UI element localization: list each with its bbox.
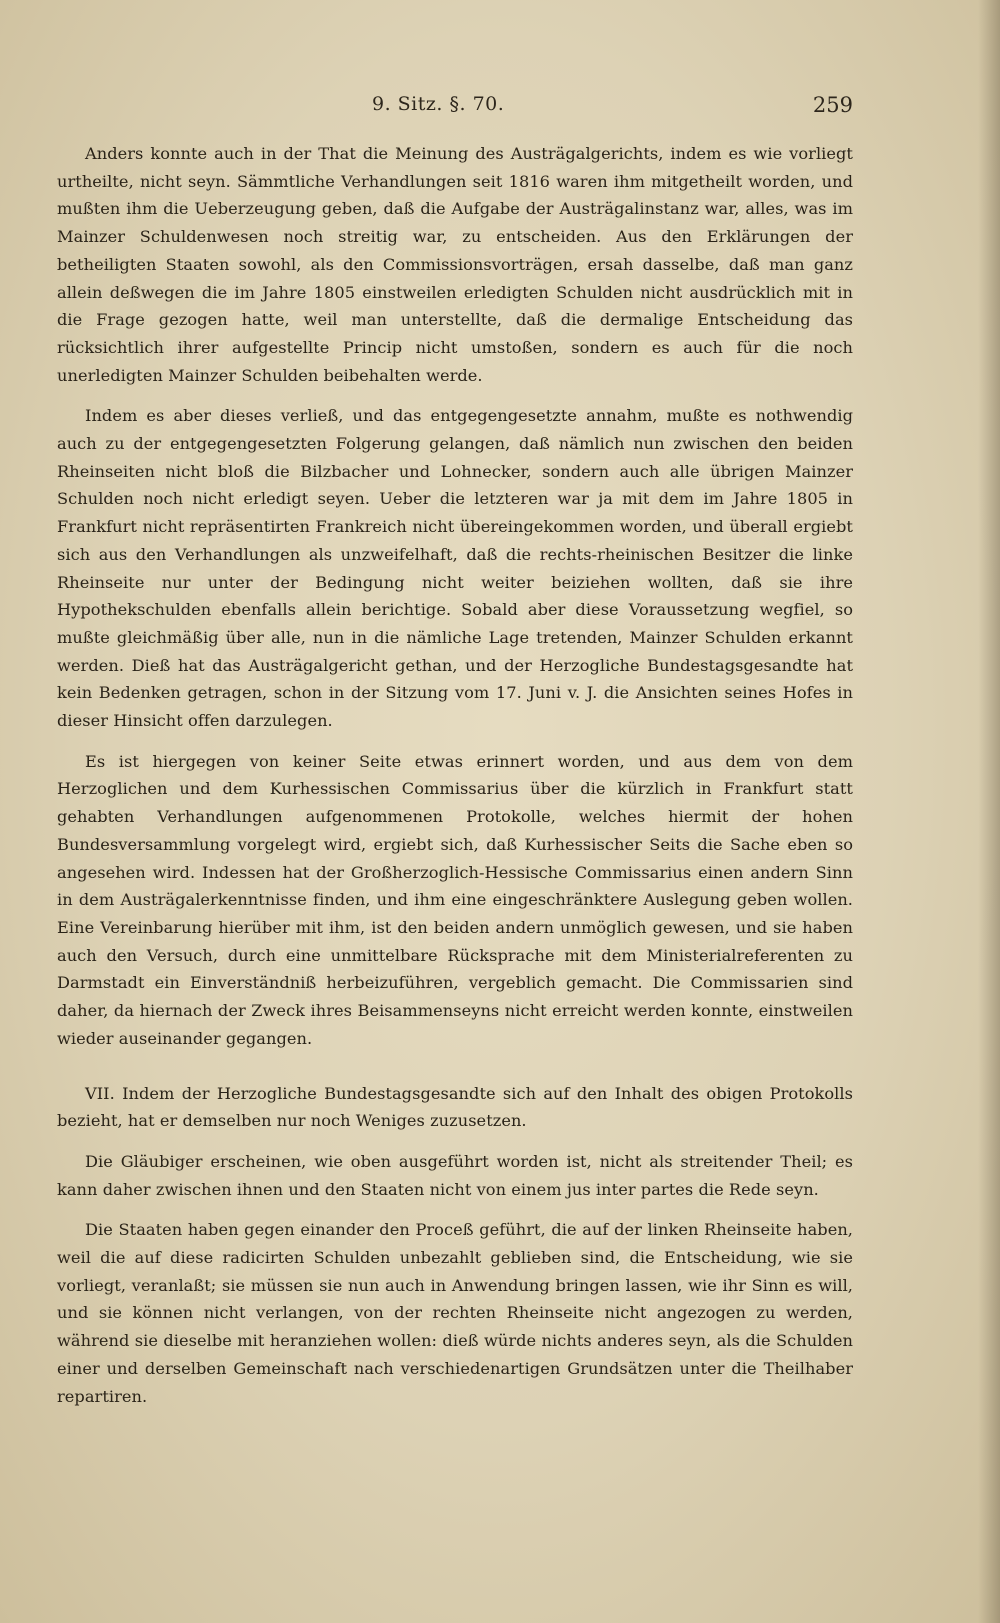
- running-title: 9. Sitz. §. 70.: [372, 93, 505, 115]
- paragraph-1: Anders konnte auch in der That die Meinung des Austrägalgerichts, indem es wie vorliegt urtheilte, nicht seyn. Sämmtliche Verhandlungen seit 1816 waren ihm mitgetheilt worden, und mußten ihm die Ueberzeugung geben, daß die Aufgabe der Austrägalinstanz war, alles, was im Mainzer Schuldenwesen noch streitig war, zu entscheiden. Aus den Erklärungen der betheiligten Staaten sowohl, als den Commissionsvorträgen, ersah dasselbe, daß man ganz allein deßwegen die im Jahre 1805 einstweilen erledigten Schulden nicht ausdrücklich mit in die Frage gezogen hatte, weil man unterstellte, daß die dermalige Entscheidung das rücksichtlich ihrer aufgestellte Princip nicht umstoßen, sondern es auch für die noch unerledigten Mainzer Schulden beibehalten werde.: [57, 144, 853, 385]
- body-text: [57, 140, 853, 1410]
- page-edge-shadow: [978, 0, 1000, 1623]
- paragraph-section-vii: VII. Indem der Herzogliche Bundestagsgesandte sich auf den Inhalt des obigen Protokolls bezieht, hat er demselben nur noch Weniges zuzusetzen.: [57, 1083, 853, 1131]
- paragraph-5: Die Gläubiger erscheinen, wie oben ausgeführt worden ist, nicht als streitender Theil; es kann daher zwischen ihnen und den Staaten nicht von einem jus inter partes die Rede seyn.: [57, 1151, 853, 1199]
- paragraph-6: Die Staaten haben gegen einander den Proceß geführt, die auf der linken Rheinseite haben, weil die auf diese radicirten Schulden unbezahlt geblieben sind, die Entscheidung, wie sie vorliegt, veranlaßt; sie müssen sie nun auch in Anwendung bringen lassen, wie ihr Sinn es will, und sie können nicht verlangen, von der rechten Rheinseite nicht angezogen zu werden, während sie dieselbe mit heranziehen wollen: dieß würde nichts anderes seyn, als die Schulden einer und derselben Gemeinschaft nach verschiedenartigen Grundsätzen unter die Theilhaber repartiren.: [57, 1220, 853, 1406]
- paragraph-2: Indem es aber dieses verließ, und das entgegengesetzte annahm, mußte es nothwendig auch zu der entgegengesetzten Folgerung gelangen, daß nämlich nun zwischen den beiden Rheinseiten nicht bloß die Bilzbacher und Lohnecker, sondern auch alle übrigen Mainzer Schulden noch nicht erledigt seyen. Ueber die letzteren war ja mit dem im Jahre 1805 in Frankfurt nicht repräsentirten Frankreich nicht übereingekommen worden, und überall ergiebt sich aus den Verhandlungen als unzweifelhaft, daß die rechts-rheinischen Besitzer die linke Rheinseite nur unter der Bedingung nicht weiter beiziehen wollten, daß sie ihre Hypothekschulden ebenfalls allein berichtige. Sobald aber diese Voraussetzung wegfiel, so mußte gleichmäßig über alle, nun in die nämliche Lage tretenden, Mainzer Schulden erkannt werden. Dieß hat das Austrägalgericht gethan, und der Herzogliche Bundestagsgesandte hat kein Bedenken getragen, schon in der Sitzung vom 17. Juni v. J. die Ansichten seines Hofes in dieser Hinsicht offen darzulegen.: [57, 406, 853, 731]
- page-number: 259: [812, 93, 853, 117]
- paragraph-3: Es ist hiergegen von keiner Seite etwas erinnert worden, und aus dem von dem Herzoglichen und dem Kurhessischen Commissarius über die kürzlich in Frankfurt statt gehabten Verhandlungen aufgenommenen Protokolle, welches hiermit der hohen Bundesversammlung vorgelegt wird, ergiebt sich, daß Kurhessischer Seits die Sache eben so angesehen wird. Indessen hat der Großherzoglich-Hessische Commissarius einen andern Sinn in dem Austrägalerkenntnisse finden, und ihm eine eingeschränktere Auslegung geben wollen. Eine Vereinbarung hierüber mit ihm, ist den beiden andern unmöglich gewesen, und sie haben auch den Versuch, durch eine unmittelbare Rücksprache mit dem Ministerialreferenten zu Darmstadt ein Einverständniß herbeizuführen, vergeblich gemacht. Die Commissarien sind daher, da hiernach der Zweck ihres Beisammenseyns nicht erreicht werden konnte, einstweilen wieder auseinander gegangen.: [57, 751, 853, 1048]
- running-header: [0, 93, 1000, 133]
